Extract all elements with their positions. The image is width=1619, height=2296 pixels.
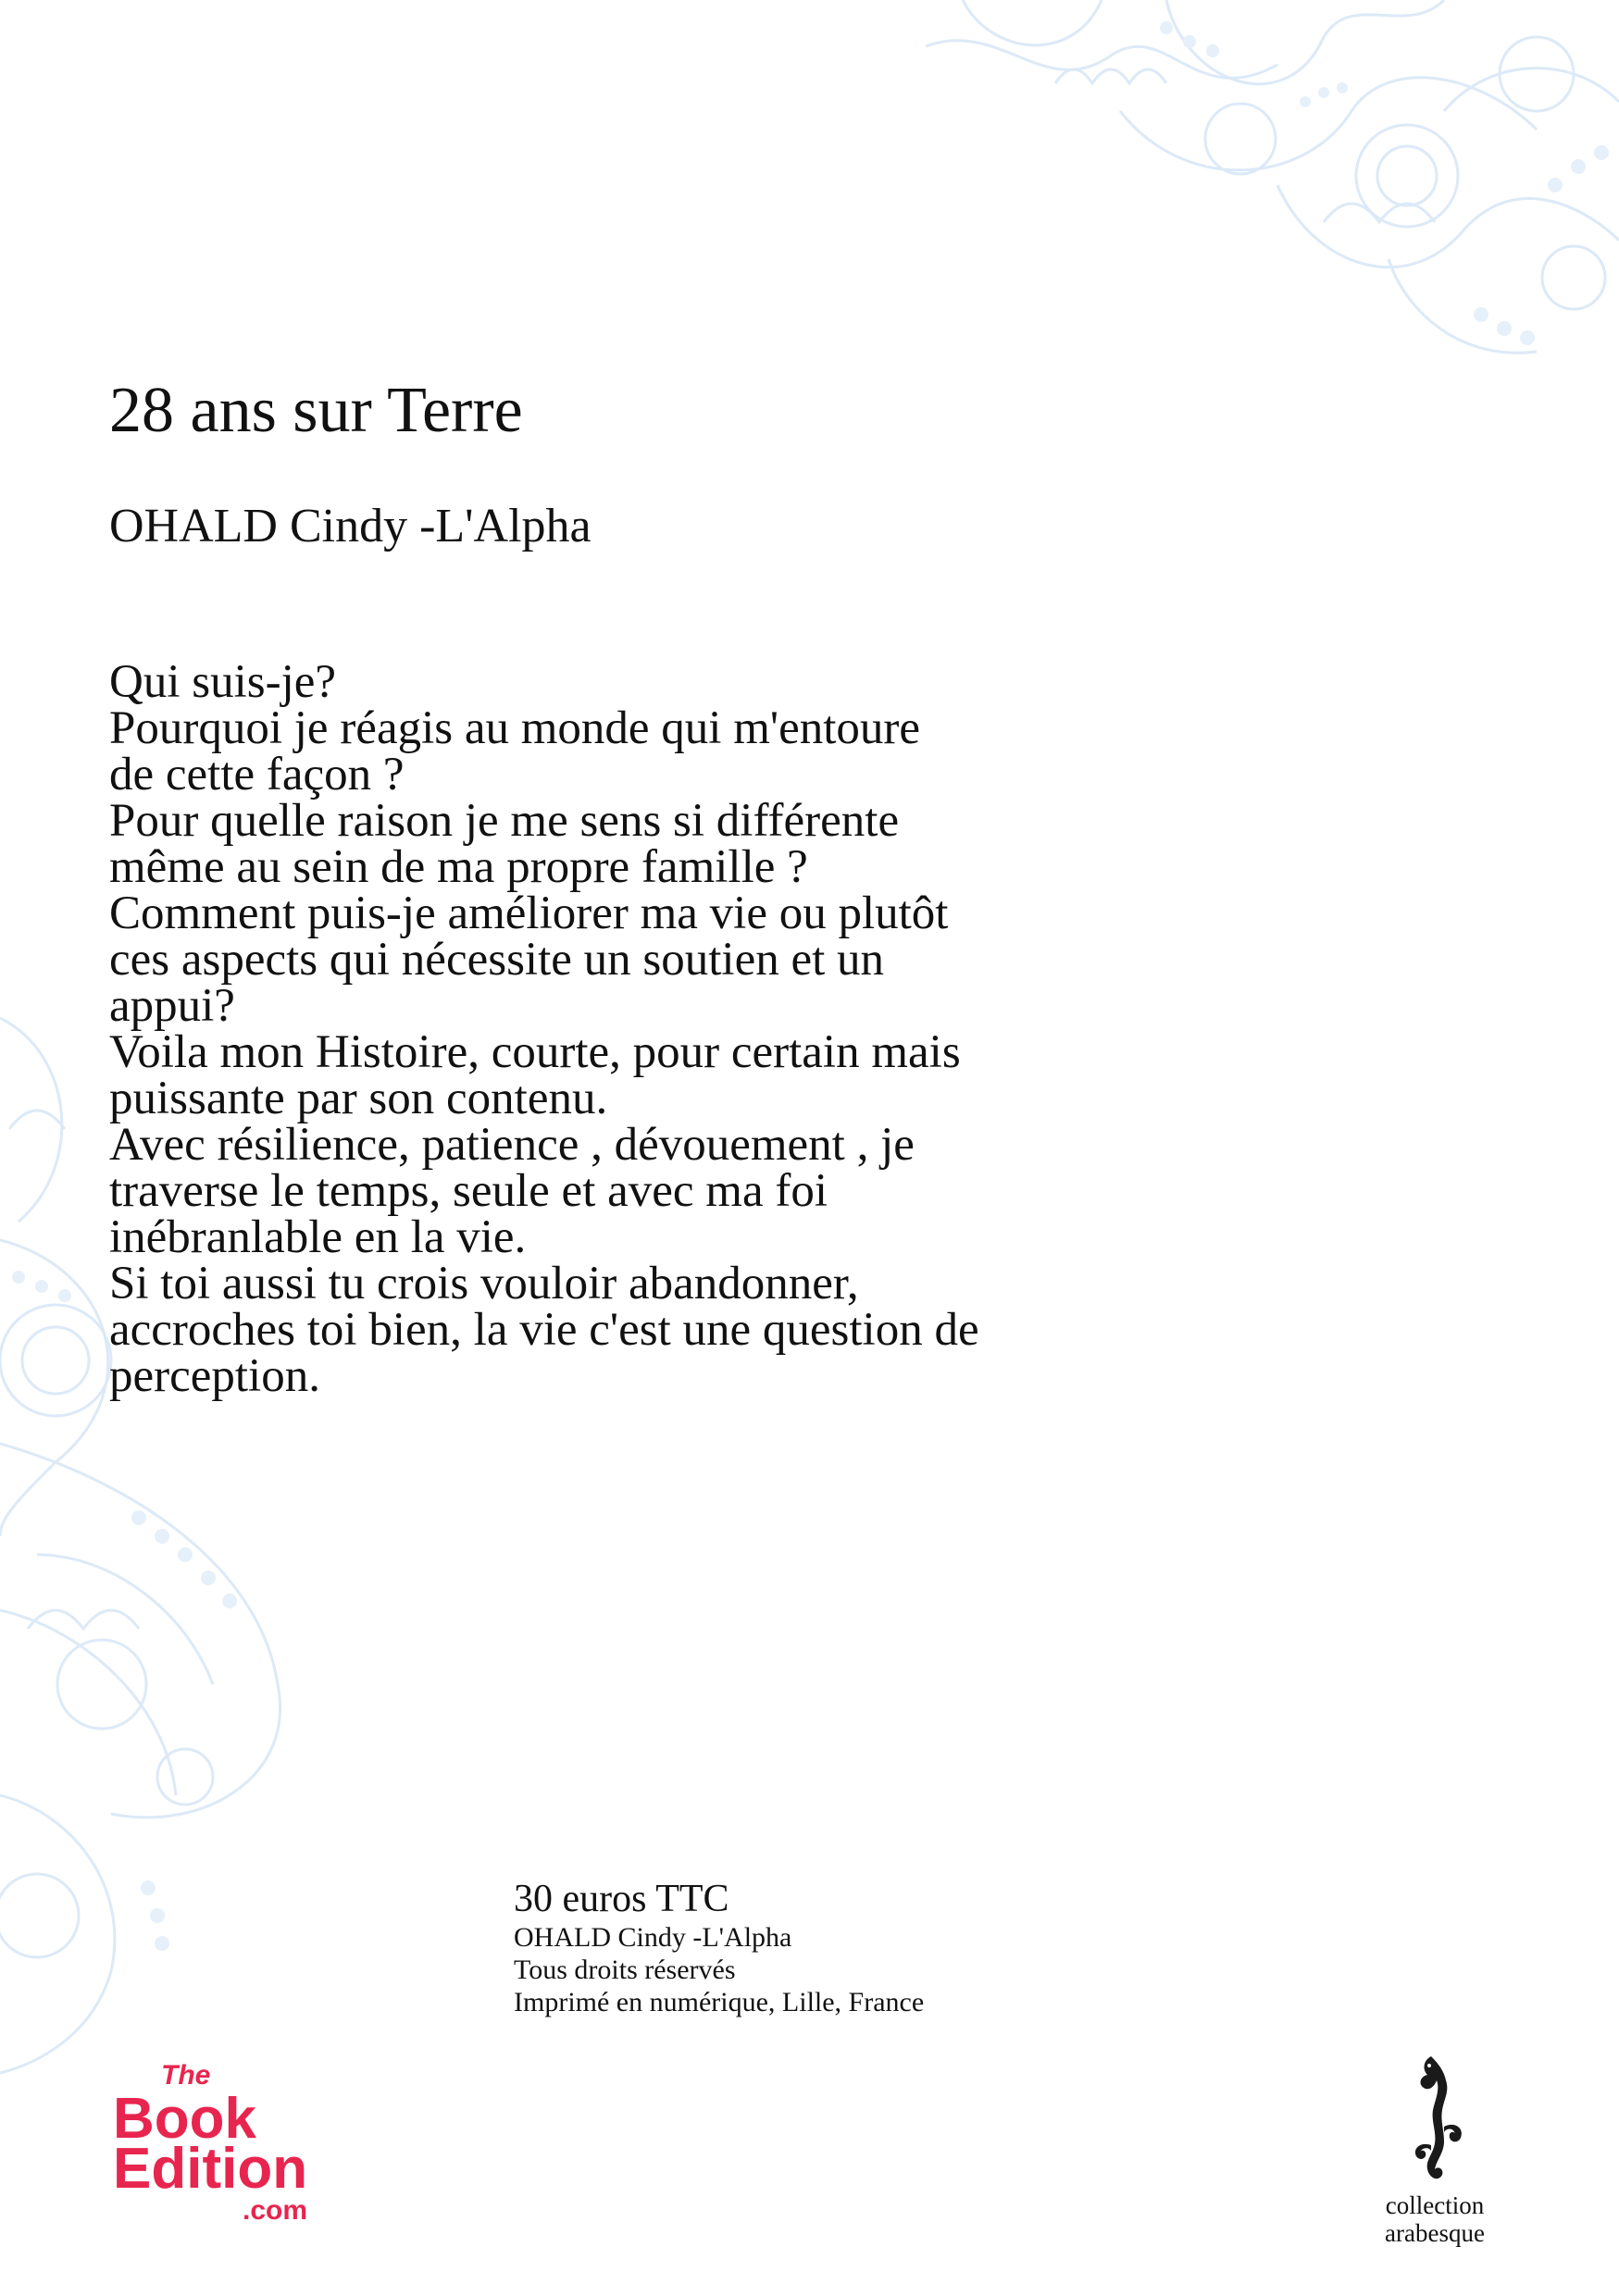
blurb-line: Qui suis-je? <box>109 656 337 708</box>
blurb-line: ces aspects qui nécessite un soutien et un <box>109 934 885 986</box>
blurb-line: Comment puis-je améliorer ma vie ou plutôt <box>109 887 949 939</box>
blurb-line: perception. <box>109 1350 320 1402</box>
blurb-line: même au sein de ma propre famille ? <box>109 841 808 893</box>
arabesque-seahorse-icon <box>1398 2053 1472 2191</box>
thebookedition-logo <box>113 2056 335 2221</box>
blurb-line: appui? <box>109 980 235 1032</box>
price: 30 euros TTC <box>514 1878 729 1920</box>
blurb-line: de cette façon ? <box>109 749 405 800</box>
blurb-line: Voila mon Histoire, courte, pour certain mais <box>109 1026 961 1078</box>
collection-label-line2: arabesque <box>1385 2219 1485 2247</box>
blurb-line: inébranlable en la vie. <box>109 1211 527 1263</box>
logo-text-edition: Edition <box>113 2137 308 2201</box>
imprint-rights: Tous droits réservés <box>514 1955 736 1986</box>
logo-text-the: The <box>161 2060 211 2091</box>
logo-text-com: .com <box>243 2195 308 2221</box>
blurb-line: Pourquoi je réagis au monde qui m'entoure <box>109 702 920 754</box>
imprint-author: OHALD Cindy -L'Alpha <box>514 1922 792 1954</box>
blurb-line: accroches toi bien, la vie c'est une question de <box>109 1304 979 1356</box>
collection-label-line1: collection <box>1385 2191 1485 2219</box>
book-title: 28 ans sur Terre <box>109 375 523 446</box>
blurb-line: Si toi aussi tu crois vouloir abandonner, <box>109 1258 859 1309</box>
blurb-line: puissante par son contenu. <box>109 1073 608 1124</box>
mandala-decoration-top-right <box>889 0 1619 370</box>
blurb-line: traverse le temps, seule et avec ma foi <box>109 1165 828 1217</box>
collection-arabesque-logo <box>1361 2053 1509 2256</box>
blurb-line: Pour quelle raison je me sens si différente <box>109 795 900 847</box>
imprint-printed: Imprimé en numérique, Lille, France <box>514 1987 925 2018</box>
imprint-block <box>514 1877 924 2018</box>
back-cover-blurb <box>109 656 1239 1402</box>
blurb-line: Avec résilience, patience , dévouement , je <box>109 1119 915 1171</box>
book-author: OHALD Cindy -L'Alpha <box>109 500 592 552</box>
logo-text-book: Book <box>113 2087 256 2151</box>
